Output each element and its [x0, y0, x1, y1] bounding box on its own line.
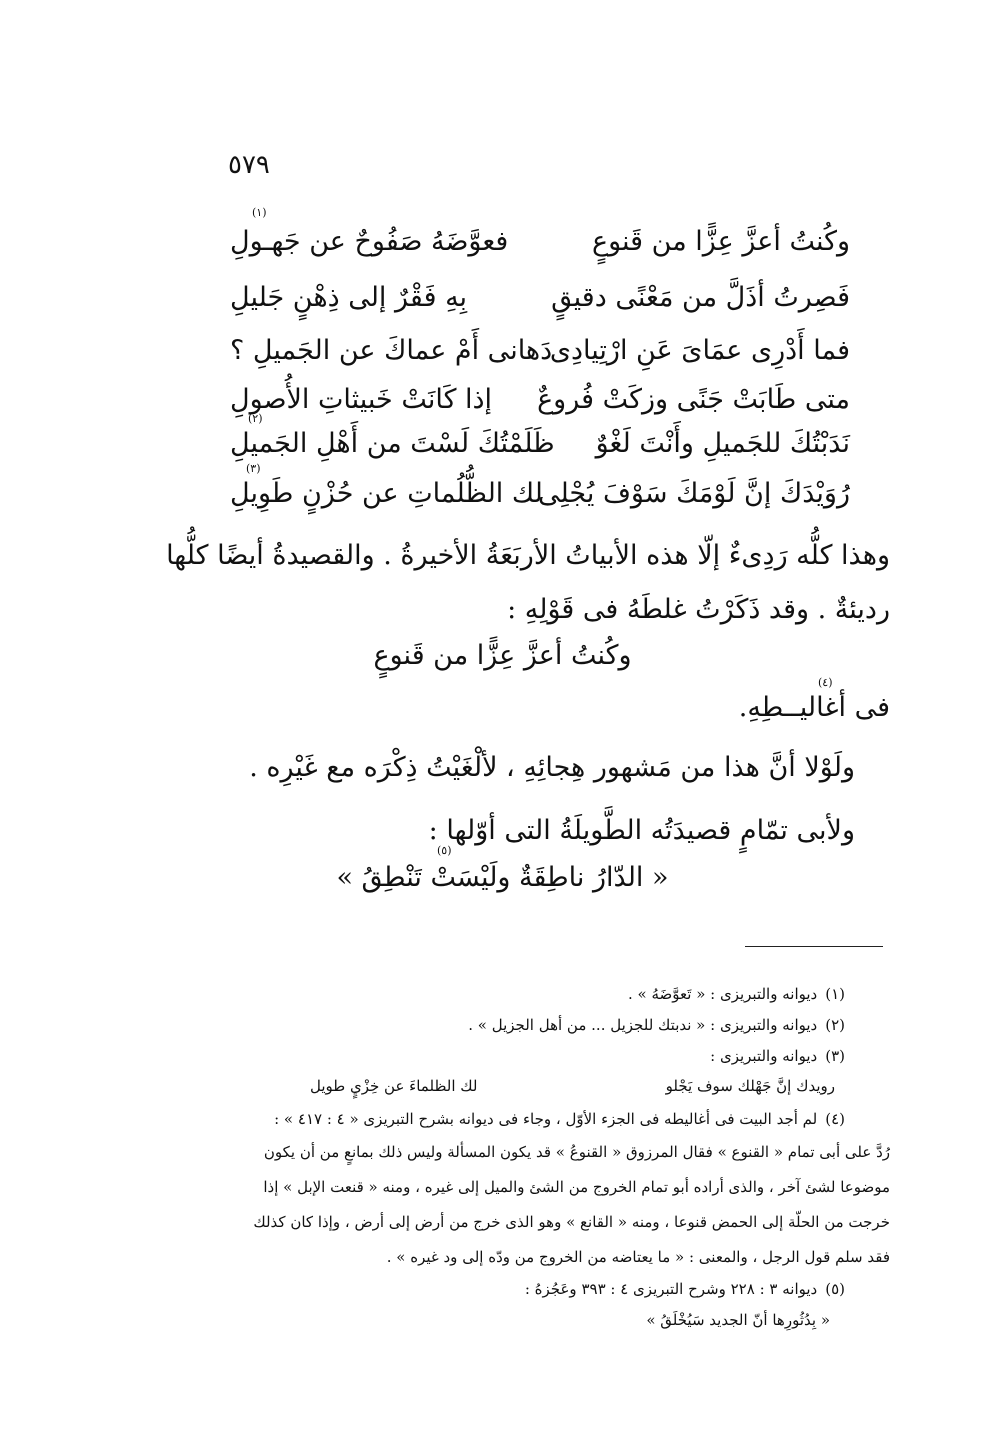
- footnote-text: ديوانه والتبريزى : « تَعوَّضَهُ » .: [628, 985, 818, 1003]
- footnote: [525, 1280, 845, 1298]
- prose-line: ولَوْلا أنَّ هذا من مَشهور هِجائِهِ ، لألْغَيْتُ ذِكْرَه مع غَيْرِه .: [249, 752, 855, 783]
- verse-line: [230, 462, 850, 522]
- footnote-text: ديوانه والتبريزى :: [710, 1047, 818, 1065]
- footnote-marker: (٤): [818, 676, 833, 689]
- quoted-opening-line: « الدّارُ ناطِقَةٌ ولَيْسَتْ تَنْطِقُ »: [336, 862, 669, 893]
- footnote-marker: (١): [252, 206, 267, 219]
- prose-line: وهذا كلُّه رَدِىءٌ إلّا هذه الأبياتُ الأربَعَةُ الأخيرةُ . والقصيدةُ أيضًا كلُّها: [166, 540, 890, 571]
- footnote-text: لم أجد البيت فى أغاليطه فى الجزء الأوّل ، وجاء فى ديوانه بشرح التبريزى « ٤ : ٤١٧ » :: [274, 1110, 818, 1128]
- verse-second-hemistich: دَهانى أَمْ عماكَ عن الجَميلِ ؟: [230, 335, 553, 366]
- verse-line: [230, 412, 850, 472]
- verse-first-hemistich: فَصِرتُ أذَلَّ من مَعْنًى دقيقٍ: [551, 282, 850, 313]
- footnote-verse-first: رويدك إنَّ جَهْلك سوف يَجْلو: [665, 1077, 835, 1095]
- verse-second-hemistich: إذا كَانَتْ خَبيثاتِ الأُصولِ: [230, 384, 493, 415]
- verse-second-hemistich: لك الظُّلُماتِ عن حُزْنٍ طَوِيلِ: [230, 478, 543, 509]
- verse-second-hemistich: فعوَّضَهُ صَفُوحٌ عن جَهـولِ: [230, 226, 509, 257]
- footnote-text: رُدَّ على أبى تمام « القنوع » فقال المرزوق « القنوعُ » قد يكون المسألة وليس ذلك بمانعٍ من أن يكون: [263, 1143, 890, 1161]
- prose-line: ولأبى تمّامٍ قصيدَتُه الطَّويلَةُ التى أوّلها :: [428, 815, 855, 846]
- prose-line: فى أغاليــطِهِ.: [738, 692, 890, 723]
- verse-line: [230, 206, 850, 270]
- footnote: [274, 1110, 845, 1128]
- verse-first-hemistich: رُوَيْدَكَ إنَّ لَوْمَكَ سَوْفَ يُجْلِى: [537, 478, 850, 509]
- footnote-number: (١): [825, 985, 845, 1003]
- page-number: ٥٧٩: [228, 150, 270, 180]
- footnote-number: (٤): [825, 1110, 845, 1128]
- verse-line: [230, 282, 850, 326]
- footnote: [628, 985, 845, 1003]
- footnote-separator: [745, 946, 883, 947]
- footnote: [468, 1016, 845, 1034]
- footnote-marker: (٥): [437, 844, 452, 857]
- verse-line: [230, 384, 850, 428]
- prose-line: رديئةٌ . وقد ذَكَرْتُ غلطَهُ فى قَوْلِهِ :: [507, 594, 890, 625]
- footnote-number: (٥): [825, 1280, 845, 1298]
- footnote-quote: « بِدُثُورِها أنّ الجديد سَيُخْلَقُ »: [646, 1311, 830, 1329]
- verse-first-hemistich: وكُنتُ أعزَّ عِزًّا من قَنوعٍ: [591, 226, 850, 257]
- footnote-text: ديوانه ٣ : ٢٢٨ وشرح التبريزى ٤ : ٣٩٣ وعَجُزهُ :: [524, 1280, 818, 1298]
- verse-first-hemistich: نَدَبْتُكَ للجَميلِ وأَنْتَ لَغْوٌ: [595, 428, 850, 459]
- quoted-hemistich: وكُنتُ أعزَّ عِزًّا من قَنوعٍ: [373, 640, 632, 671]
- verse-first-hemistich: متى طَابَتْ جَنًى وزكَتْ فُروعٌ: [537, 384, 850, 415]
- verse-first-hemistich: فما أَدْرِى عمَاىَ عَنِ ارْتِيادِى: [549, 335, 850, 366]
- footnote-verse-second: لك الظلماءَ عن خِزْيٍ طويل: [310, 1077, 478, 1095]
- footnote-number: (٢): [825, 1016, 845, 1034]
- footnote-text: خرجت من الحلّة إلى الحمض قنوعا ، ومنه « القانع » وهو الذى خرج من أرض إلى أرض ، وإذا كان كذلك: [253, 1213, 890, 1231]
- verse-second-hemistich: بِهِ فَقْرٌ إلى ذِهْنٍ جَليلِ: [230, 282, 468, 313]
- footnote-number: (٣): [825, 1047, 845, 1065]
- footnote-marker: (٣): [246, 462, 261, 475]
- verse-second-hemistich: ظَلَمْتُكَ لَسْتَ من أَهْلِ الجَميلِ: [230, 428, 555, 459]
- footnote: [710, 1047, 845, 1065]
- footnote-text: فقد سلم قول الرجل ، والمعنى : « ما يعتاضه من الخروج من ودّه إلى ود غيره » .: [386, 1248, 890, 1266]
- verse-line: [230, 335, 850, 379]
- footnote-text: موضوعا لشئ آخر ، والذى أراده أبو تمام الخروج من الشئ والميل إلى غيره ، ومنه « قنعت الإبل » إذا: [263, 1178, 890, 1196]
- footnote-text: ديوانه والتبريزى : « ندبتك للجزيل ... من أهل الجزيل » .: [468, 1016, 818, 1034]
- footnote-marker: (٢): [248, 412, 263, 425]
